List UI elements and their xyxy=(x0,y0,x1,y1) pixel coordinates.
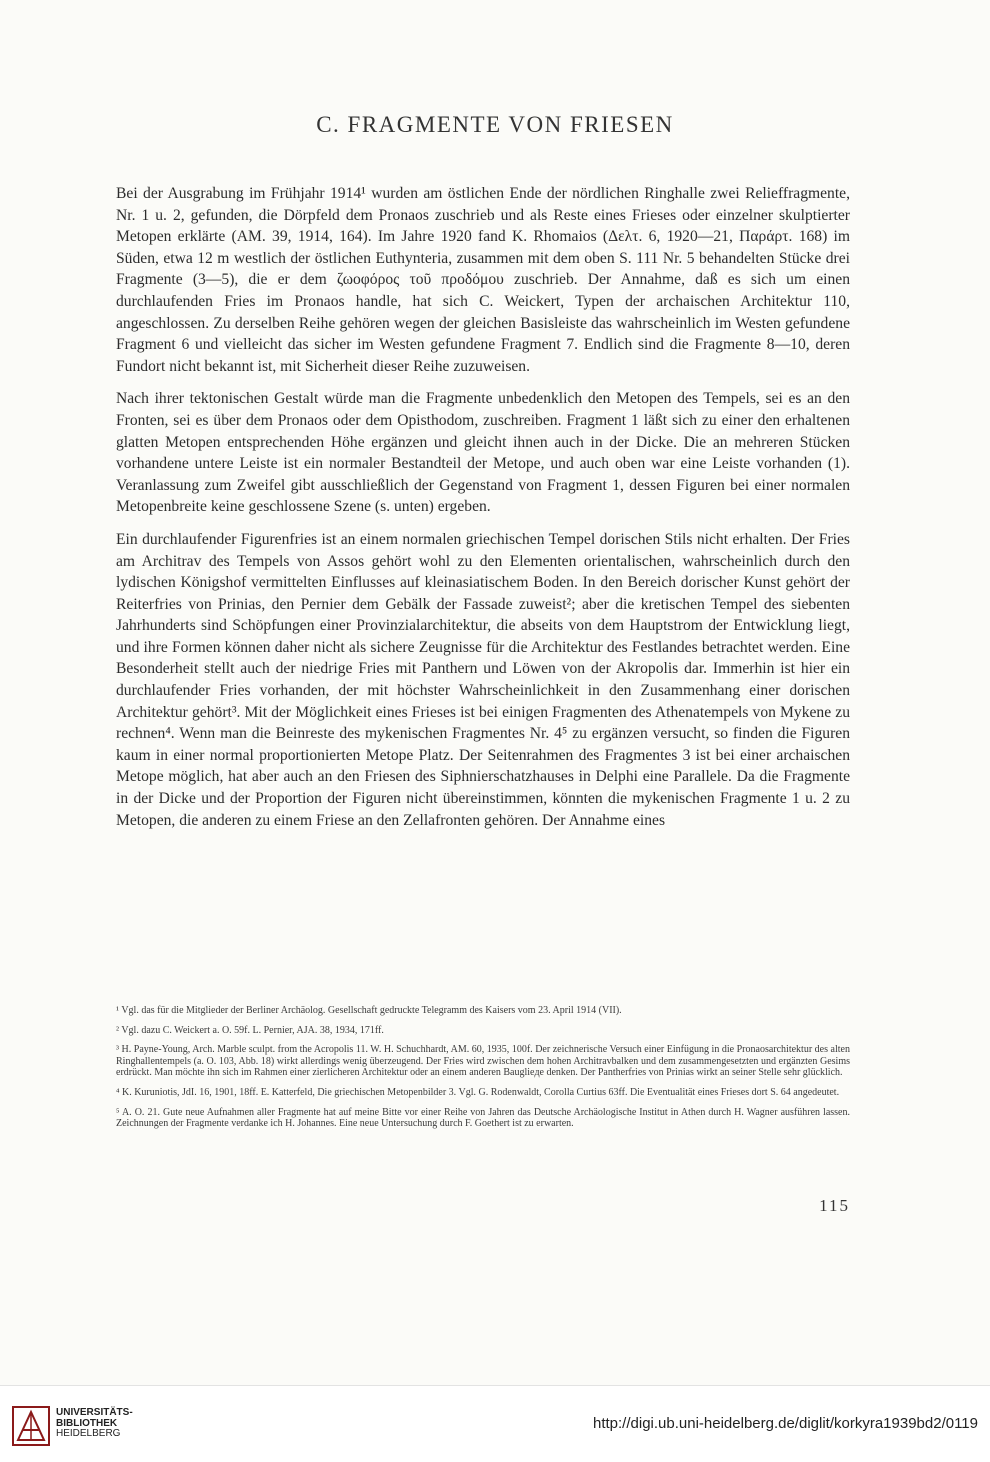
footnote-5: ⁵ A. O. 21. Gute neue Aufnahmen aller Fragmente hat auf meine Bitte vor einer Reihe von Jahren das Deutsche Archäologische Institut in Athen durch H. Wagner ausführen lassen. Zeichnungen der Fragmente verdanke ich H. Johannes. Eine neue Untersuchung durch F. Goethert ist zu erwarten. xyxy=(116,1106,850,1130)
library-name-line1: UNIVERSITÄTS- xyxy=(56,1407,133,1418)
library-name xyxy=(56,1408,133,1440)
paragraph-3: Ein durchlaufender Figurenfries ist an einem normalen griechischen Tempel dorischen Stils nicht erhalten. Der Fries am Architrav des Tempels von Assos gehört wohl zu den Elementen orientalischen, wahrscheinlich durch den lydischen Königshof vermittelten Einflusses auf kleinasiatischem Boden. In den Bereich dorischer Kunst gehört der Reiterfries von Prinias, den Pernier dem Gebälk der Fassade zuweist²; aber die kretischen Tempel des siebenten Jahrhunderts sind Schöpfungen einer Provinzialarchitektur, die abseits von dem Hauptstrom der Entwicklung liegt, und ihre Formen können daher nicht als sichere Zeugnisse für die Architektur des Festlandes betrachtet werden. Eine Besonderheit stellt auch der niedrige Fries mit Panthern und Löwen von der Akropolis dar. Immerhin ist hier ein durchlaufender Fries vorhanden, der mit höchster Wahrscheinlichkeit in den Zusammenhang einer dorischen Architektur gehört³. Mit der Möglichkeit eines Frieses ist bei einigen Fragmenten des Athenatempels von Mykene zu rechnen⁴. Wenn man die Beinreste des mykenischen Fragmentes Nr. 4⁵ zu ergänzen versucht, so finden die Figuren kaum in einer normal proportionierten Metope Platz. Der Seitenrahmen des Fragmentes 3 ist bei einer archaischen Metope möglich, hat aber auch an den Friesen des Siphnierschatzhauses in Delphi eine Parallele. Da die Fragmente in der Dicke und der Proportion der Figuren nicht übereinstimmen, könnten die mykenischen Fragmente 1 u. 2 zu Metopen, die anderen zu einem Friese an den Zellafronten gehören. Der Annahme eines xyxy=(116,530,850,829)
paragraph-2: Nach ihrer tektonischen Gestalt würde man die Fragmente unbedenklich den Metopen des Tempels, sei es an den Fronten, sei es über dem Pronaos oder dem Opisthodom, zuschreiben. Fragment 1 läßt sich zu einer den erhaltenen glatten Metopen entsprechenden Höhe ergänzen und gleicht ihnen auch in der Dicke. Die an mehreren Stücken vorhandene untere Leiste ist ein normaler Bestandteil der Metope, und auch oben war eine Leiste vorhanden (1). Veranlassung zum Zweifel gibt ausschließlich der Gegenstand von Fragment 1, dessen Figuren bei einer normalen Metopenbreite keine geschlossene Szene (s. unten) ergeben. xyxy=(116,390,850,516)
library-name-line2: BIBLIOTHEK xyxy=(56,1417,118,1429)
footnote-2: ² Vgl. dazu C. Weickert a. O. 59f. L. Pernier, AJA. 38, 1934, 171ff. xyxy=(116,1024,384,1036)
main-text xyxy=(116,183,850,842)
permalink-url[interactable]: http://digi.ub.uni-heidelberg.de/diglit/korkyra1939bd2/0119 xyxy=(593,1415,978,1432)
library-name-line3: HEIDELBERG xyxy=(56,1428,121,1439)
footnotes xyxy=(116,1005,850,1138)
page-number: 115 xyxy=(819,1196,850,1215)
footnote-1: ¹ Vgl. das für die Mitglieder der Berliner Archäolog. Gesellschaft gedruckte Telegramm des Kaisers vom 23. April 1914 (VII). xyxy=(116,1005,622,1016)
paragraph-1: Bei der Ausgrabung im Frühjahr 1914¹ wurden am östlichen Ende der nördlichen Ringhalle zwei Relieffragmente, Nr. 1 u. 2, gefunden, die Dörpfeld dem Pronaos zuschrieb und als Reste eines Frieses oder einzelner skulptierter Metopen erklärte (AM. 39, 1914, 164). Im Jahre 1920 fand K. Rhomaios (Δελτ. 6, 1920—21, Παράρτ. 168) im Süden, etwa 12 m westlich der östlichen Euthynteria, zusammen mit dem oben S. 111 Nr. 5 behandelten Stücke drei Fragmente (3—5), die er dem ζωοφόρος τοῦ προδόμου zuschrieb. Der Annahme, daß es sich um einen durchlaufenden Fries im Pronaos handle, hat sich C. Weickert, Typen der archaischen Architektur 110, angeschlossen. Zu derselben Reihe gehören wegen der gleichen Basisleiste das wahrscheinlich im Westen gefundene Fragment 6 und vielleicht das sicher im Westen gefundene Fragment 7. Endlich sind die Fragmente 8—10, deren Fundort nicht bekannt ist, mit Sicherheit dieser Reihe zuzuweisen. xyxy=(116,185,850,375)
section-title: C. FRAGMENTE VON FRIESEN xyxy=(316,112,674,137)
footnote-4: ⁴ K. Kuruniotis, JdI. 16, 1901, 18ff. E. Katterfeld, Die griechischen Metopenbilder 3. Vgl. G. Rodenwaldt, Corolla Curtius 63ff. Die Eventualität eines Frieses dort S. 64 angedeutet. xyxy=(116,1086,840,1098)
footnote-3: ³ H. Payne-Young, Arch. Marble sculpt. from the Acropolis 11. W. H. Schuchhardt, AM. 60, 1935, 100f. Der zeichnerische Versuch einer Einfügung in die Pronaosarchitektur des alten Ringhallentempels (a. O. 103, Abb. 18) wirkt allerdings wenig überzeugend. Der Fries wird zwischen dem hohen Architravbalken und dem zusammengesetzten und ergänzten Gesims erdrückt. Man möchte ihn sich im Rahmen einer zierlicheren Architektur oder an einem anderen Bauglieде denken. Der Pantherfries von Prinias wirkt an seiner Stelle sehr glücklich. xyxy=(116,1044,850,1079)
library-logo-icon[interactable] xyxy=(12,1406,50,1446)
library-footer xyxy=(0,1385,990,1462)
